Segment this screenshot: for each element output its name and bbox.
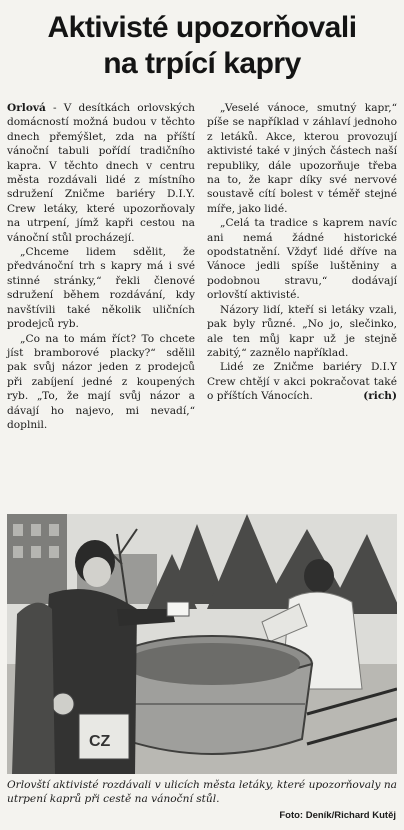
paragraph: „Chceme lidem sdělit, že předvánoční trh s kapry má i své stinné stránky,“ řekli členové sdružení během rozdávání, kdy navštívili také několik uličních prodejců ryb. — [7, 246, 195, 331]
photo-credit: Foto: Deník/Richard Kutěj — [279, 810, 396, 821]
lead-text: - V desítkách orlovských domácností možná budou v těchto dnech přemýšlet, zda na příští vánoční tabuli pořídí tradičního kapra. V těchto dnech v centru města rozdávali lidé z místního sdružení Zničme bariéry D.I.Y. Crew letáky, které upozorňovaly na utrpení, jímž kapři cestou na vánoční stůl procházejí. — [7, 102, 195, 244]
photo-illustration — [7, 514, 397, 774]
paragraph: „Celá ta tradice s kaprem navíc ani nemá žádné historické opodstatnění. Vždyť lidé dříve na Vánoce jedli spíše luštěniny a podobnou stravu,“ dodávají orlovští aktivisté. — [207, 217, 397, 302]
sign-board — [79, 714, 129, 759]
leaflet — [167, 602, 189, 616]
carp-tub — [112, 636, 312, 754]
headline — [6, 10, 398, 82]
article-column-right — [207, 101, 397, 404]
byline: (rich) — [363, 390, 397, 403]
news-photo — [7, 514, 397, 774]
paragraph-final — [207, 360, 397, 403]
paragraph-lead — [7, 101, 195, 245]
article-column-left — [7, 101, 195, 432]
paragraph: „Veselé vánoce, smutný kapr,“ píše se například v záhlaví jednoho z letáků. Akce, kterou provozují aktivisté také v jiných částech naší republiky, dále upozorňuje třeba na to, že kapr díky své nervové soustavě cítí bolest v téměř stejné míře, jako lidé. — [207, 102, 397, 215]
backpack-badge — [52, 693, 74, 715]
headline-line-1: Aktivisté upozorňovali — [47, 11, 357, 44]
headline-line-2: na trpící kapry — [103, 47, 301, 80]
photo-caption: Orlovští aktivisté rozdávali v ulicích města letáky, které upozorňovaly na utrpení kaprů při cestě na vánoční stůl. — [7, 779, 397, 805]
sign-text: CZ — [89, 733, 111, 750]
dateline-place: Orlová — [7, 102, 46, 114]
paragraph: Názory lidí, kteří si letáky vzali, pak byly různé. „No jo, slečinko, ale ten můj kapr už je stejně zabitý,“ zaznělo například. — [207, 303, 397, 359]
final-text: Lidé ze Zničme bariéry D.I.Y Crew chtějí v akci pokračovat také o příštích Vánocích. — [207, 361, 397, 403]
paragraph: „Co na to mám říct? To chcete jíst bramborové placky?“ sdělil pak svůj názor jeden z prodejců při zabíjení jedné z koupených ryb. „To, že mají svůj názor a dávají ho najevo, mi nevadí,“ doplnil. — [7, 332, 195, 431]
